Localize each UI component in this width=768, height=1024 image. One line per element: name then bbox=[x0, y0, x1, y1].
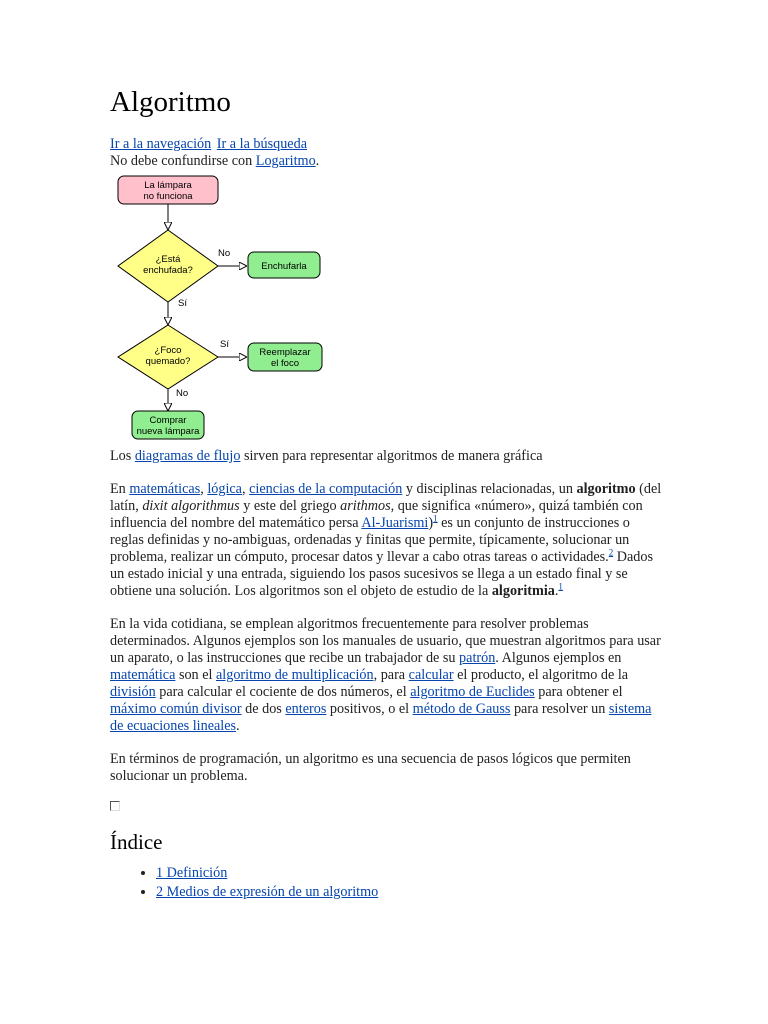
ciencias-computacion-link[interactable]: ciencias de la computación bbox=[249, 481, 403, 497]
term-algoritmia: algoritmia bbox=[491, 583, 555, 599]
flow-label-no-1: No bbox=[218, 248, 231, 259]
toc-link-medios-expresion[interactable]: 2 Medios de expresión de un algoritmo bbox=[156, 884, 379, 900]
toc-link-definicion[interactable]: 1 Definición bbox=[156, 865, 228, 881]
p1-text: , bbox=[200, 481, 208, 497]
p2-text: son el bbox=[175, 667, 216, 683]
flow-label-no-2: No bbox=[176, 388, 189, 399]
jump-to-navigation-link[interactable]: Ir a la navegación bbox=[110, 136, 212, 152]
flow-decision-2-text-2: quemado? bbox=[145, 356, 191, 367]
reference-1-link[interactable]: 1 bbox=[433, 513, 438, 524]
p1-text: ) bbox=[428, 515, 434, 531]
p1-text: (del latín, bbox=[110, 481, 662, 514]
al-juarismi-link[interactable]: Al-Juarismi bbox=[361, 515, 429, 531]
algoritmo-multiplicacion-link[interactable]: algoritmo de multiplicación bbox=[215, 667, 374, 683]
flow-label-yes-2: Sí bbox=[220, 339, 229, 350]
p2-text: . bbox=[236, 718, 240, 734]
toc-item bbox=[156, 865, 662, 882]
p2-text: , para bbox=[373, 667, 409, 683]
matematica-link[interactable]: matemática bbox=[110, 667, 176, 683]
logaritmo-link[interactable]: Logaritmo bbox=[255, 153, 316, 169]
flow-action-enchufarla-text: Enchufarla bbox=[261, 261, 307, 272]
term-algoritmo: algoritmo bbox=[576, 481, 636, 497]
p2-text: para calcular el cociente de dos números, el bbox=[155, 684, 411, 700]
toc-list bbox=[110, 865, 662, 901]
jump-to-search-link[interactable]: Ir a la búsqueda bbox=[216, 136, 307, 152]
p1-text: y este del griego bbox=[239, 498, 341, 514]
enteros-link[interactable]: enteros bbox=[285, 701, 327, 717]
p1-text: es un conjunto de instrucciones o reglas definidas y no-ambiguas, ordenadas y finitas que permite, típicamente, solucionar un problema, realizar un cómputo, procesar datos y llevar a cabo otras tareas o actividades. bbox=[110, 515, 630, 565]
flow-end-text-1: Comprar bbox=[149, 415, 187, 426]
flow-action-reemplazar-text-1: Reemplazar bbox=[259, 347, 311, 358]
caption-text-2: sirven para representar algoritmos de manera gráfica bbox=[240, 448, 543, 464]
toc-item bbox=[156, 884, 662, 901]
p1-text: En bbox=[110, 481, 130, 497]
disambiguation-note bbox=[110, 153, 662, 170]
division-link[interactable]: división bbox=[110, 684, 156, 700]
flow-decision-1-text-1: ¿Está bbox=[155, 254, 181, 265]
sistema-ecuaciones-link[interactable]: sistema de ecuaciones lineales bbox=[110, 701, 652, 734]
p2-text: . Algunos ejemplos en bbox=[495, 650, 622, 666]
reference-2-link[interactable]: 2 bbox=[608, 547, 614, 558]
p2-text: En la vida cotidiana, se emplean algoritmos frecuentemente para resolver problemas determinados. Algunos ejemplos son los manuales de usuario, que muestran algoritmos para usar un aparato, o las instrucciones que recibe un trabajador de su bbox=[110, 616, 661, 666]
greek-term: arithmos bbox=[340, 498, 391, 514]
matematicas-link[interactable]: matemáticas bbox=[129, 481, 201, 497]
examples-paragraph bbox=[110, 616, 662, 735]
flowchart-caption bbox=[110, 448, 662, 465]
p1-text: , bbox=[241, 481, 250, 497]
intro-paragraph bbox=[110, 481, 662, 600]
diagramas-de-flujo-link[interactable]: diagramas de flujo bbox=[134, 448, 241, 464]
disambig-period: . bbox=[315, 153, 320, 169]
flow-decision-2-text-1: ¿Foco bbox=[154, 345, 182, 356]
patron-link[interactable]: patrón bbox=[459, 650, 496, 666]
toc-heading: Índice bbox=[110, 830, 163, 854]
logica-link[interactable]: lógica bbox=[207, 481, 242, 497]
latin-term: dixit algorithmus bbox=[142, 498, 240, 514]
maximo-comun-divisor-link[interactable]: máximo común divisor bbox=[110, 701, 242, 717]
p2-text: para resolver un bbox=[510, 701, 609, 717]
disambig-text: No debe confundirse con bbox=[110, 153, 256, 169]
article bbox=[110, 84, 662, 903]
jump-links bbox=[110, 136, 662, 153]
algoritmo-euclides-link[interactable]: algoritmo de Euclides bbox=[410, 684, 535, 700]
p1-text: . bbox=[554, 583, 559, 599]
p1-text: , que significa «número», quizá también con influencia del nombre del matemático persa bbox=[110, 498, 643, 531]
p1-text: y disciplinas relacionadas, un bbox=[402, 481, 577, 497]
p2-text: el producto, el algoritmo de la bbox=[453, 667, 629, 683]
calcular-link[interactable]: calcular bbox=[408, 667, 454, 683]
reference-1b-link[interactable]: 1 bbox=[558, 581, 563, 592]
programming-paragraph: En términos de programación, un algoritmo es una secuencia de pasos lógicos que permiten solucionar un problema. bbox=[110, 751, 631, 784]
p2-text: para obtener el bbox=[534, 684, 623, 700]
p1-text: Dados un estado inicial y una entrada, siguiendo los pasos sucesivos se llega a un estado final y se obtiene una solución. Los algoritmos son el objeto de estudio de la bbox=[110, 549, 654, 599]
p2-text: positivos, o el bbox=[326, 701, 413, 717]
p2-text: de dos bbox=[241, 701, 286, 717]
metodo-gauss-link[interactable]: método de Gauss bbox=[412, 701, 511, 717]
flow-start-text-2: no funciona bbox=[143, 191, 193, 202]
flow-action-reemplazar-text-2: el foco bbox=[271, 358, 299, 369]
caption-text: Los bbox=[110, 448, 135, 464]
flow-decision-1-text-2: enchufada? bbox=[143, 265, 193, 276]
flow-label-yes-1: Sí bbox=[178, 298, 187, 309]
flowchart-image bbox=[102, 174, 332, 442]
flow-end-text-2: nueva lámpara bbox=[136, 426, 200, 437]
flow-start-text-1: La lámpara bbox=[144, 180, 192, 191]
toc-toggle-checkbox[interactable] bbox=[110, 801, 120, 811]
page-title: Algoritmo bbox=[110, 86, 231, 118]
